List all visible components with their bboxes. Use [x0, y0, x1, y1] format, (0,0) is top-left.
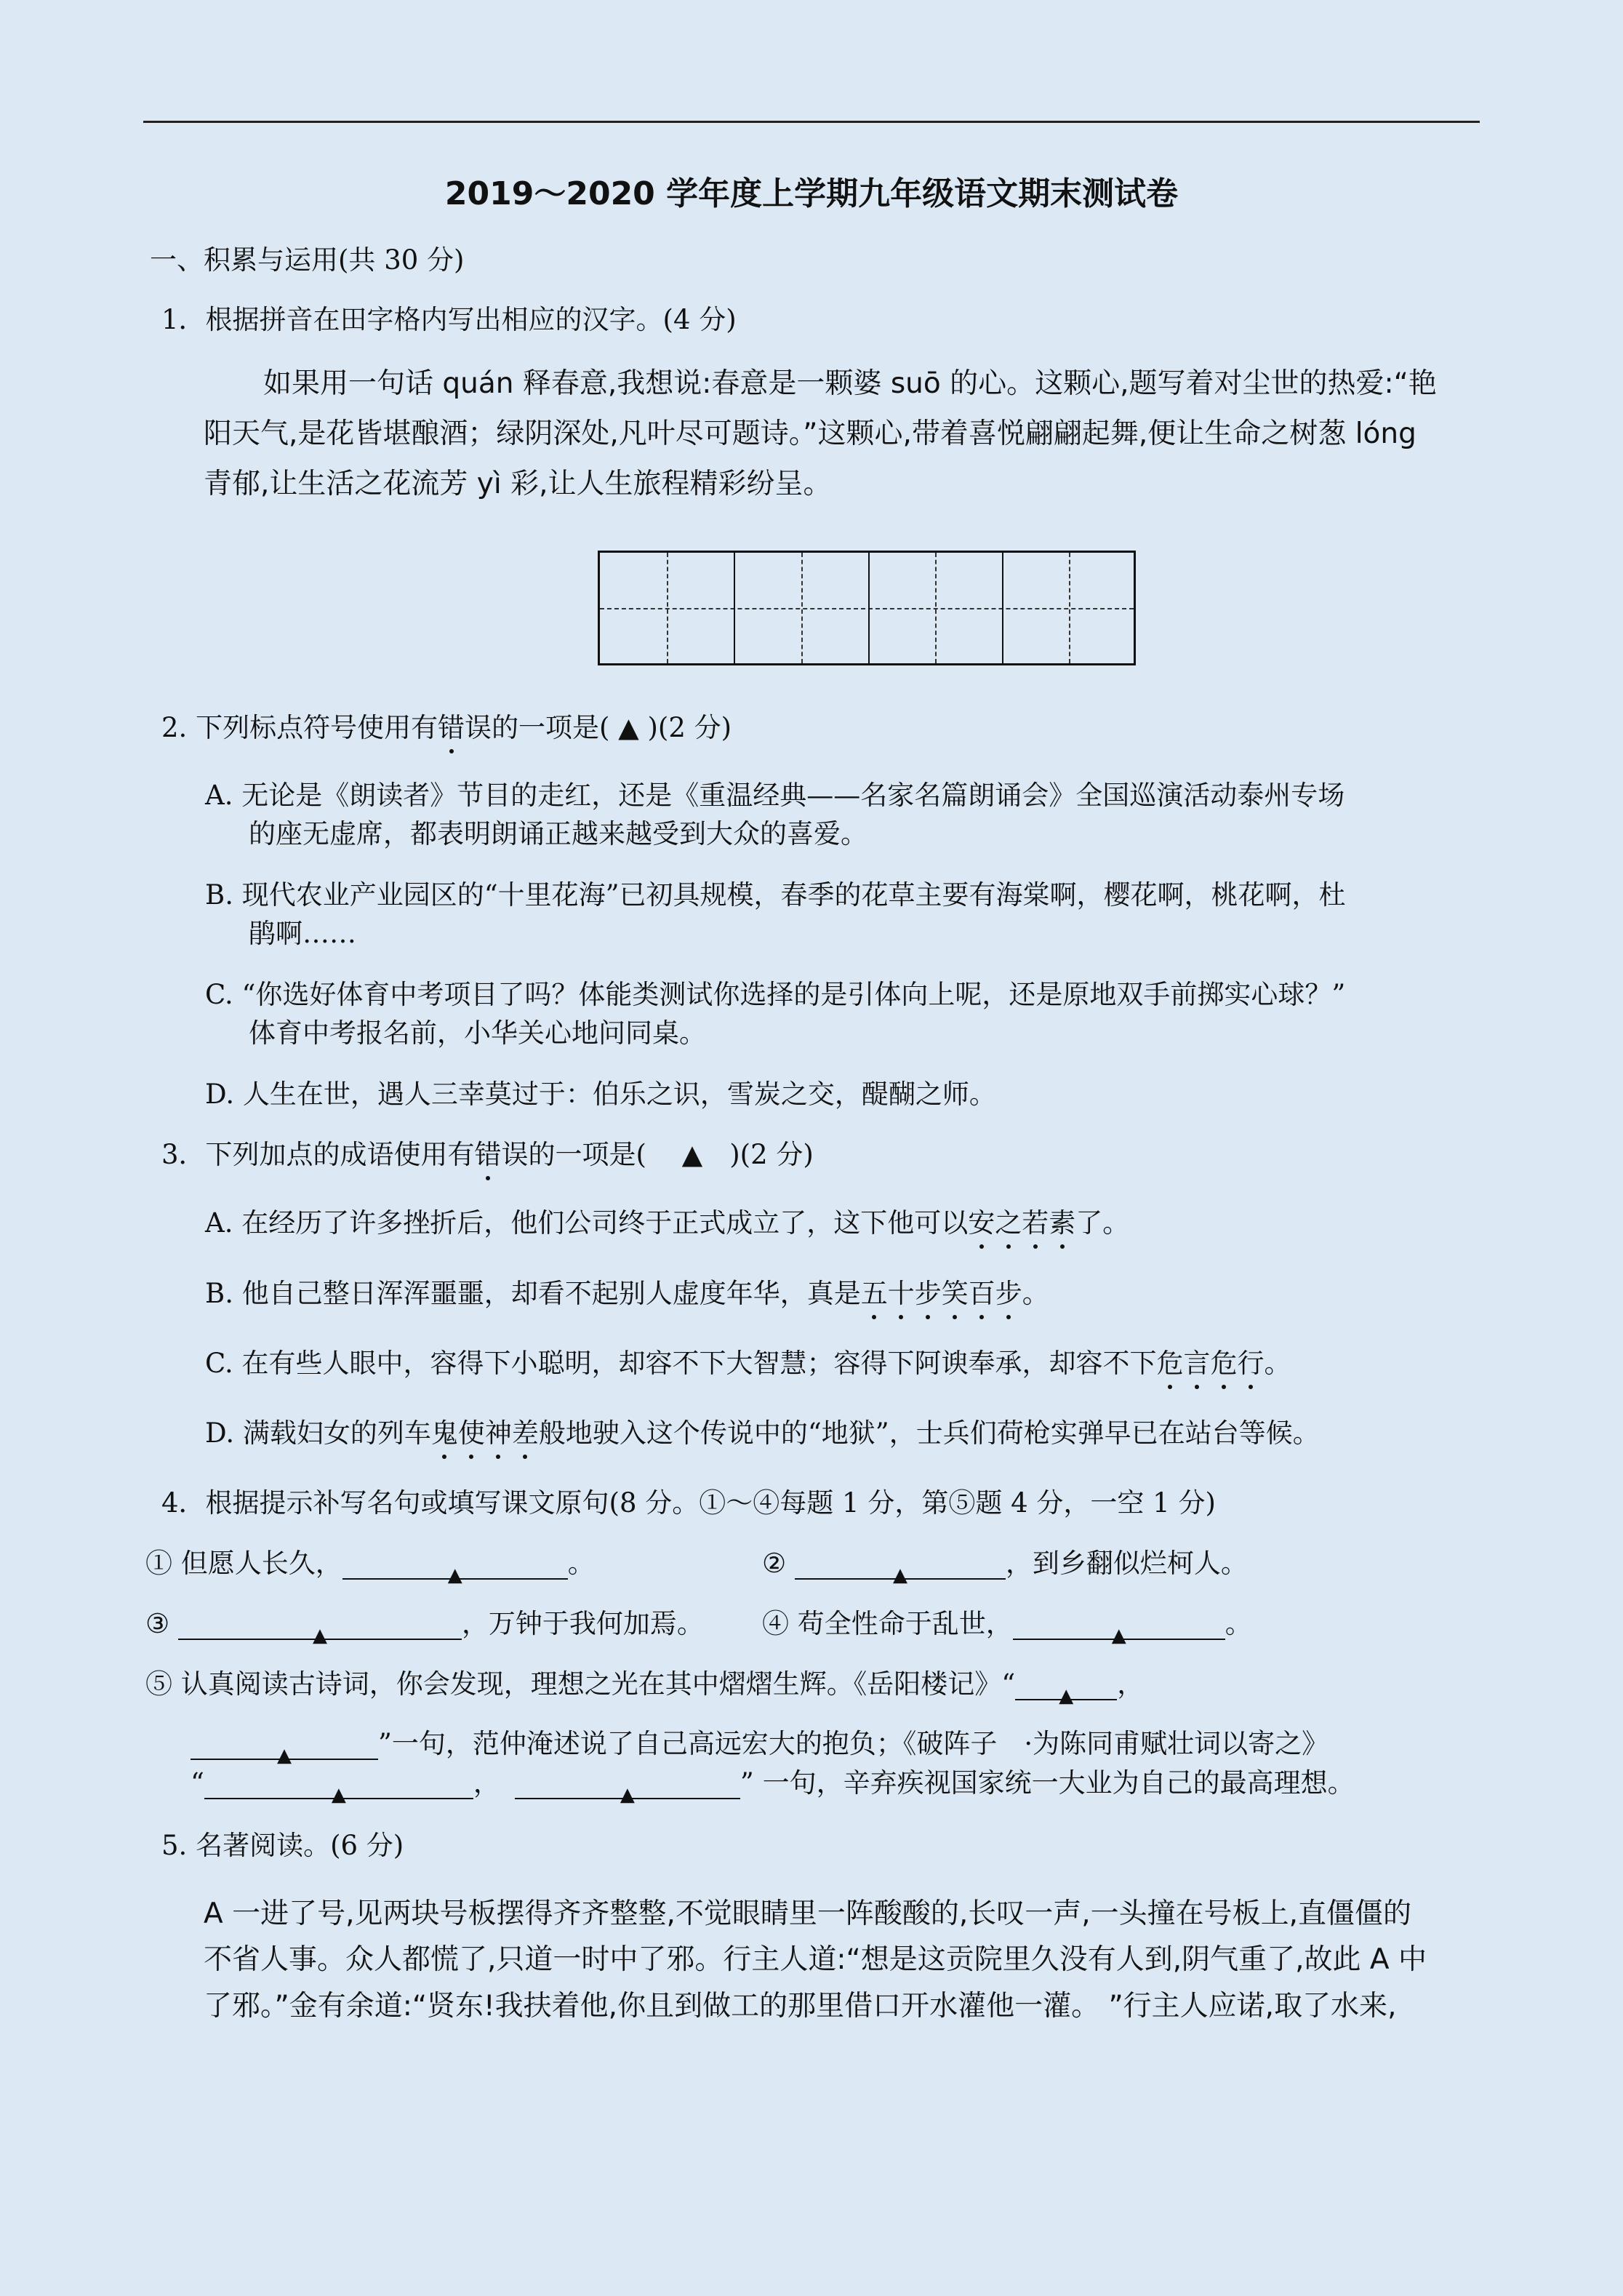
emphasis-char: 使	[457, 1417, 485, 1449]
q1-passage-line: 青郁,让生活之花流芳 yì 彩,让人生旅程精彩纷呈。	[204, 468, 832, 500]
emphasis-char: 之	[995, 1207, 1022, 1239]
exam-title: 2019～2020 学年度上学期九年级语文期末测试卷	[444, 175, 1179, 212]
q5-passage-line: A 一进了号,见两块号板摆得齐齐整整,不觉眼睛里一阵酸酸的,长叹一声,一头撞在号板上,直僵僵的	[204, 1897, 1412, 1930]
q3-option-c: C. 在有些人眼中，容得下小聪明，却容不下大智慧；容得下阿谀奉承，却容不下危言危行。	[205, 1348, 1291, 1379]
idiom-highlight	[861, 1278, 1022, 1309]
q4-item-5: ⑤ 认真阅读古诗词，你会发现，理想之光在其中熠熠生辉。《岳阳楼记》“ ▲ ，	[145, 1668, 1145, 1707]
grid-dash	[801, 553, 803, 663]
emphasis-char: 危	[1210, 1348, 1238, 1379]
section-heading: 一、积累与运用(共 30 分)	[150, 244, 465, 276]
q2-option-c-cont: 体育中考报名前，小华关心地问同桌。	[249, 1017, 706, 1049]
answer-blank[interactable]: ▲	[1015, 1670, 1117, 1700]
answer-blank[interactable]: ▲	[1013, 1609, 1225, 1640]
emphasis-char: 行	[1237, 1348, 1265, 1379]
q2-option-b: B. 现代农业产业园区的“十里花海”已初具规模，春季的花草主要有海棠啊，樱花啊，桃花啊，杜	[205, 879, 1346, 911]
q1-passage-line: 如果用一句话 quán 释春意,我想说:春意是一颗婆 suō 的心。这颗心,题写着对尘世的热爱:“艳	[263, 367, 1437, 400]
q1-stem: 1．根据拼音在田字格内写出相应的汉字。(4 分)	[161, 304, 737, 335]
emphasis-char: 神	[484, 1417, 512, 1449]
emphasis-char: 十	[887, 1278, 915, 1309]
grid-dash	[1069, 553, 1070, 663]
emphasis-char: 安	[968, 1207, 995, 1239]
emphasis-char: 五	[860, 1278, 888, 1309]
q5-passage-line: 了邪。”金有余道:“贤东!我扶着他,你且到做工的那里借口开水灌他一灌。 ”行主人应诺,取了水来,	[204, 1990, 1397, 2023]
emphasis-char: 若	[1022, 1207, 1049, 1239]
idiom-highlight	[431, 1417, 539, 1449]
answer-blank[interactable]: ▲	[178, 1609, 462, 1640]
emphasis-char: 步	[914, 1278, 942, 1309]
header-rule	[143, 121, 1480, 123]
answer-blank[interactable]: ▲	[191, 1729, 378, 1760]
answer-blank[interactable]: ▲	[515, 1769, 740, 1799]
emphasis-char: 差	[511, 1417, 539, 1449]
q4-item-3: ③ ▲ ，万钟于我何加焉。	[145, 1608, 704, 1647]
q4-item-5-cont: “ ▲ ， ▲ ” 一句，辛弃疾视国家统一大业为自己的最高理想。	[191, 1767, 1355, 1806]
grid-midline	[600, 608, 1134, 609]
q2-option-c: C. “你选好体育中考项目了吗？体能类测试你选择的是引体向上呢，还是原地双手前掷实心球？”	[205, 979, 1346, 1010]
idiom-highlight	[1157, 1348, 1265, 1379]
emphasis-char: 鬼	[430, 1417, 458, 1449]
q2-stem: 2. 下列标点符号使用有错误的一项是( ▲ )(2 分)	[161, 712, 732, 743]
grid-divider	[734, 553, 735, 663]
emphasis-char: 素	[1049, 1207, 1076, 1239]
emphasis-char: 笑	[941, 1278, 969, 1309]
q3-option-a: A. 在经历了许多挫折后，他们公司终于正式成立了，这下他可以安之若素了。	[205, 1207, 1130, 1239]
grid-divider	[1002, 553, 1003, 663]
emphasis-char: 言	[1183, 1348, 1211, 1379]
q4-item-1: ① 但愿人长久， ▲ 。	[145, 1548, 595, 1586]
q5-passage-line: 不省人事。众人都慌了,只道一时中了邪。行主人道:“想是这贡院里久没有人到,阴气重了,故此 A 中	[204, 1943, 1427, 1976]
q1-passage-line: 阳天气,是花皆堪酿酒；绿阴深处,凡叶尽可题诗。”这颗心,带着喜悦翩翩起舞,便让生命之树葱 lóng	[204, 417, 1416, 450]
q3-option-b: B. 他自己整日浑浑噩噩，却看不起别人虚度年华，真是五十步笑百步。	[205, 1278, 1049, 1309]
q2-option-a: A. 无论是《朗读者》节目的走红，还是《重温经典——名家名篇朗诵会》全国巡演活动泰州专场	[205, 780, 1345, 811]
q4-item-4: ④ 苟全性命于乱世， ▲ 。	[762, 1608, 1252, 1647]
q4-item-2: ② ▲ ，到乡翻似烂柯人。	[762, 1548, 1248, 1586]
idiom-highlight	[968, 1207, 1075, 1239]
emphasis-char: 危	[1156, 1348, 1184, 1379]
q2-option-a-cont: 的座无虚席，都表明朗诵正越来越受到大众的喜爱。	[249, 818, 867, 849]
grid-divider	[868, 553, 870, 663]
q2-option-b-cont: 鹃啊……	[249, 918, 356, 949]
emphasis-char: 步	[995, 1278, 1022, 1309]
q3-stem: 3．下列加点的成语使用有错误的一项是( ▲ )(2 分)	[161, 1139, 814, 1170]
answer-blank[interactable]: ▲	[342, 1549, 568, 1580]
grid-dash	[935, 553, 937, 663]
emphasis-char: 百	[968, 1278, 995, 1309]
q4-item-5-cont: ▲ ”一句，范仲淹述说了自己高远宏大的抱负；《破阵子 ·为陈同甫赋壮词以寄之》	[191, 1725, 1329, 1763]
grid-dash	[667, 553, 668, 663]
q2-option-d: D. 人生在世，遇人三幸莫过于：伯乐之识，雪炭之交，醍醐之师。	[205, 1079, 996, 1110]
q4-stem: 4．根据提示补写名句或填写课文原句(8 分。①～④每题 1 分，第⑤题 4 分，一空 1 分)	[161, 1487, 1216, 1519]
tianzige-writing-grid[interactable]	[598, 551, 1136, 665]
q3-option-d: D. 满载妇女的列车鬼使神差般地驶入这个传说中的“地狱”，士兵们荷枪实弹早已在站台等候。	[205, 1417, 1320, 1449]
answer-blank[interactable]: ▲	[795, 1549, 1006, 1580]
answer-blank[interactable]: ▲	[204, 1769, 473, 1799]
q2-emphasis: 有错误	[411, 712, 492, 743]
q5-stem: 5. 名著阅读。(6 分)	[161, 1830, 404, 1861]
